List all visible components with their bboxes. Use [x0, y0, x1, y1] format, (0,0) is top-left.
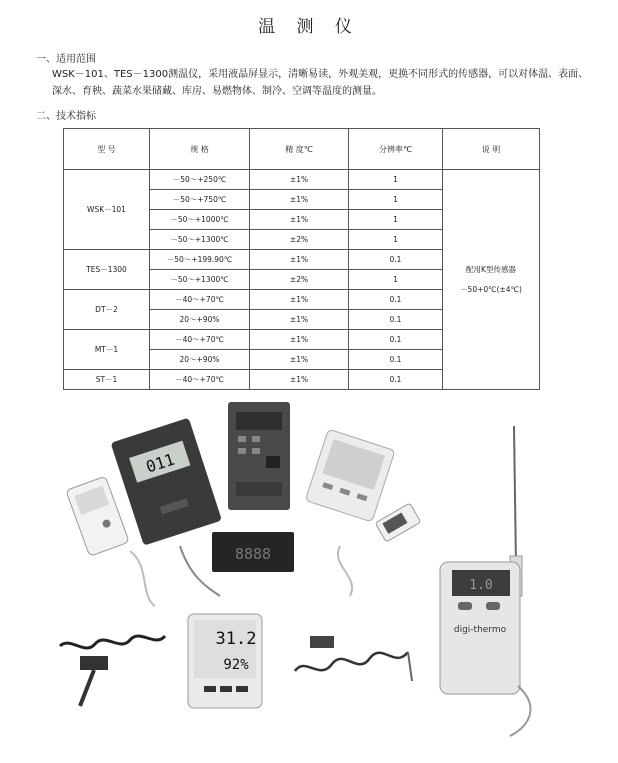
digi-thermo-device [440, 562, 520, 694]
model-cell: WSK－101 [64, 170, 150, 250]
model-cell: ST－1 [64, 370, 150, 390]
accuracy-cell: ±1% [250, 330, 349, 350]
spec-cell: －40～+70℃ [150, 370, 250, 390]
header-note: 说 明 [443, 129, 540, 170]
coiled-probe-left [60, 636, 165, 706]
white-hygrometer-device [305, 429, 395, 522]
spec-cell: －50～+750℃ [150, 190, 250, 210]
resolution-cell: 0.1 [349, 310, 443, 330]
page-title: 温 测 仪 [258, 17, 360, 37]
accuracy-cell: ±1% [250, 350, 349, 370]
resolution-cell: 0.1 [349, 330, 443, 350]
accuracy-cell: ±2% [250, 230, 349, 250]
section-heading-specs: 二、技术指标 [36, 111, 96, 122]
spec-cell: －50～+1300℃ [150, 270, 250, 290]
spec-cell: 20～+90% [150, 310, 250, 330]
resolution-cell: 0.1 [349, 290, 443, 310]
spec-cell: －40～+70℃ [150, 330, 250, 350]
resolution-cell: 1 [349, 270, 443, 290]
resolution-cell: 1 [349, 190, 443, 210]
accuracy-cell: ±1% [250, 170, 349, 190]
spec-cell: －40～+70℃ [150, 290, 250, 310]
spec-cell: 20～+90% [150, 350, 250, 370]
model-cell: DT－2 [64, 290, 150, 330]
accuracy-cell: ±1% [250, 290, 349, 310]
digi-reading: 1.0 [469, 578, 493, 593]
brand-label: digi-thermo [453, 625, 507, 635]
led-panel-device [212, 532, 294, 572]
note-cell [443, 170, 540, 390]
model-cell: MT－1 [64, 330, 150, 370]
spec-cell: －50～+1000℃ [150, 210, 250, 230]
resolution-cell: 0.1 [349, 350, 443, 370]
accuracy-cell: ±1% [250, 370, 349, 390]
note-line: －50+0℃(±4℃) [460, 284, 522, 294]
spec-table [63, 128, 540, 390]
accuracy-cell: ±1% [250, 210, 349, 230]
accuracy-cell: ±1% [250, 190, 349, 210]
lcd-reading: 011 [143, 449, 177, 477]
resolution-cell: 0.1 [349, 370, 443, 390]
accuracy-cell: ±2% [250, 270, 349, 290]
accuracy-cell: ±1% [250, 310, 349, 330]
thermometer-box-device [228, 402, 290, 510]
note-line: 配用K型传感器 [466, 264, 516, 274]
small-thermometer-device [375, 503, 421, 542]
resolution-cell: 1 [349, 210, 443, 230]
coiled-probe-middle [295, 636, 412, 681]
spec-cell: －50～+199.90℃ [150, 250, 250, 270]
resolution-cell: 1 [349, 230, 443, 250]
section-heading-scope: 一、适用范围 [36, 54, 96, 65]
thermometer-dark-device [111, 418, 222, 546]
accuracy-cell: ±1% [250, 250, 349, 270]
scope-paragraph: WSK－101、TES－1300测温仪，采用液晶屏显示，清晰易读，外观美观，更换不同形式的传感器，可以对体温、表面、深水、育秧、蔬菜水果储藏、库房、易燃物体、制冷、空调等温度的测量。 [52, 69, 589, 97]
resolution-cell: 0.1 [349, 250, 443, 270]
header-model: 型 号 [64, 129, 150, 170]
product-photo [40, 386, 580, 760]
temperature-reading: 31.2 [215, 629, 257, 649]
humidity-reading: 92% [223, 657, 249, 673]
digital-hygrometer-device [188, 614, 262, 708]
led-reading: 8888 [234, 545, 272, 563]
spec-cell: －50～+250℃ [150, 170, 250, 190]
spec-cell: －50～+1300℃ [150, 230, 250, 250]
white-probe-device [66, 476, 129, 556]
header-spec: 规 格 [150, 129, 250, 170]
header-resolution: 分辨率℃ [349, 129, 443, 170]
header-accuracy: 精 度℃ [250, 129, 349, 170]
resolution-cell: 1 [349, 170, 443, 190]
model-cell: TES－1300 [64, 250, 150, 290]
